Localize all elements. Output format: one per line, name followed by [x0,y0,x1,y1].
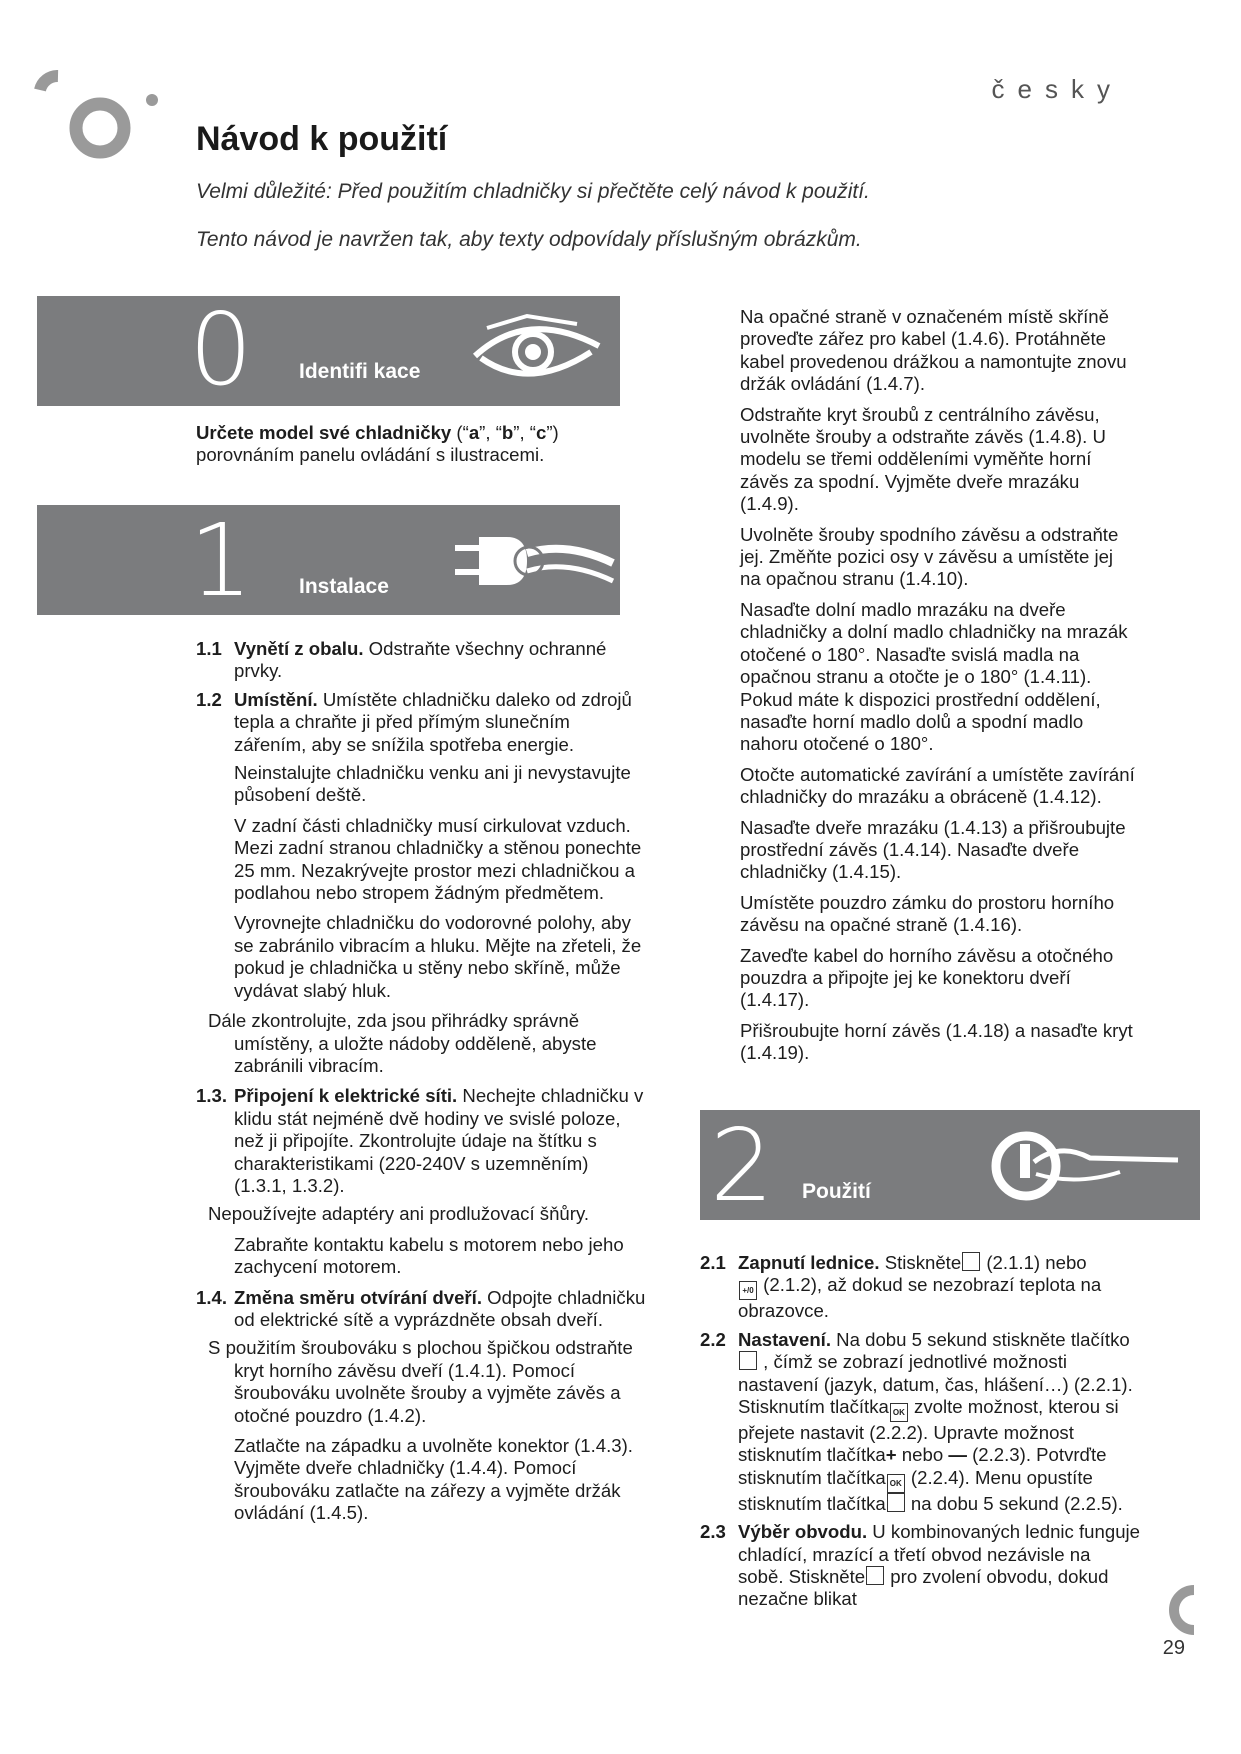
page-number: 29 [1162,1637,1185,1659]
language-label: česky [991,74,1123,104]
menu-button-icon [887,1493,905,1512]
paragraph: Dále zkontrolujte, zda jsou přihrádky správně umístěny, a uložte nádoby odděleně, abyste zabránili vibracím. [208,1010,597,1076]
finger-button-icon [980,1124,1180,1208]
page-title: Návod k použití [196,120,448,158]
section-label: Identifi kace [299,360,421,383]
paragraph: Zaveďte kabel do horního závěsu a otočného pouzdra a připojte jej ke konektoru dveří (1.4.17). [740,944,1114,1011]
paragraph: Zatlačte na západku a uvolněte konektor (1.4.3). Vyjměte dveře chladničky (1.4.4). Pomocí šroubováku zatlačte na zářezy a vyjměte držák ovládání (1.4.5). [234,1435,633,1524]
decorative-ring-icon [1160,1580,1200,1640]
eye-icon [467,308,607,388]
minus-icon: — [948,1444,967,1466]
menu-button-icon [962,1252,980,1271]
paragraph: Nasaďte dolní madlo mrazáku na dveře chladničky a dolní madlo chladničky na mrazák otočené o 180°. Nasaďte svislá madla na opačnou stranu a otočte je o 180° (1.4.11). Pokud máte k dispozici prostřední oddělení, nasaďte horní madlo dolů a spodní madlo nahoru otočené o 180°. [740,598,1128,755]
installation-column [196,638,646,1533]
menu-button-icon [866,1566,884,1585]
paragraph: Zabraňte kontaktu kabelu s motorem nebo jeho zachycení motorem. [234,1233,624,1278]
list-item: 2.2 Nastavení. Na dobu 5 sekund stiskněte tlačítko , čímž se zobrazí jednotlivé možnosti nastavení (jazyk, datum, čas, hlášení…) (2.2.1). Stisknutím tlačítka OK zvolte možnost, kterou si přejete nastavit (2.2.2). Upravte možnost stisknutím tlačítka+ nebo — (2.2.3). Potvrďte stisknutím tlačítka OK (2.2.4). Menu opustíte stisknutím tlačítka na dobu 5 sekund (2.2.5). [700,1328,1133,1514]
section-number: 0 [189,291,253,408]
paragraph: Uvolněte šrouby spodního závěsu a odstraňte jej. Změňte pozici osy v závěsu a umístěte jej na opačnou stranu (1.4.10). [740,523,1119,590]
paragraph: Na opačné straně v označeném místě skříně proveďte zářez pro kabel (1.4.6). Protáhněte kabel provedenou drážkou a namontujte znovu držák ovládání (1.4.7). [740,306,1127,395]
paragraph: Otočte automatické zavírání a umístěte zavírání chladničky do mrazáku a obráceně (1.4.12). [740,763,1135,808]
intro-note: Tento návod je navržen tak, aby texty odpovídaly příslušným obrázkům. [196,228,862,251]
section-label: Použití [802,1180,871,1203]
list-item: 2.1 Zapnutí lednice. Stiskněte (2.1.1) nebo +/0 (2.1.2), až dokud se nezobrazí teplota na obrazovce. [700,1252,1102,1322]
door-reversal-column [740,306,1135,1073]
list-item: 2.3 Výběr obvodu. U kombinovaných lednic funguje chladící, mrazící a třetí obvod nezávisle na sobě. Stiskněte pro zvolení obvodu, dokud nezačne blikat [700,1521,1141,1610]
ok-button-icon: OK [890,1403,908,1422]
use-column [700,1252,1140,1617]
brand-logo [30,70,170,180]
identify-rest: porovnáním panelu ovládání s ilustracemi. [196,444,545,466]
menu-button-icon [739,1351,757,1370]
paragraph: V zadní části chladničky musí cirkulovat vzduch. Mezi zadní stranou chladničky a stěnou ponechte 25 mm. Nezakrývejte prostor mezi chladničkou a podlahou nebo stropem žádným předmětem. [234,814,642,904]
section-band-identification [37,291,620,408]
eco-button-icon: +/0 [739,1281,757,1300]
section-label: Instalace [299,575,389,598]
list-item: 1.2 Umístění. Umístěte chladničku daleko od zdrojů tepla a chraňte ji před přímým slunečním zářením, aby se snížila spotřeba energie. [196,688,632,755]
section-number: 2 [710,1107,774,1224]
identify-bold: Určete model své chladničky [196,422,452,443]
paragraph: S použitím šroubováku s plochou špičkou odstraňte kryt horního závěsu dveří (1.4.1). Pomocí šroubováku uvolněte šrouby a vyjměte závěs a otočné pouzdro (1.4.2). [208,1337,633,1426]
list-item: 1.3. Připojení k elektrické síti. Nechejte chladničku v klidu stát nejméně dvě hodiny ve svislé poloze, než ji připojíte. Zkontrolujte údaje na štítku s charakteristikami (220-240V s uzemněním) (1.3.1, 1.3.2). [196,1085,644,1196]
plug-icon [447,523,617,603]
identify-text: Určete model své chladničky (“a”, “b”, “c”) porovnáním panelu ovládání s ilustracemi. [196,422,559,466]
list-item: 1.4. Změna směru otvírání dveří. Odpojte chladničku od elektrické sítě a vyprázdněte obsah dveří. [196,1286,646,1330]
paragraph: Odstraňte kryt šroubů z centrálního závěsu, uvolněte šrouby a odstraňte závěs (1.4.8). U modelu se třemi odděleními vyměňte horní závěs za spodní. Vyjměte dveře mrazáku (1.4.9). [740,403,1106,515]
section-band-use [700,1107,1200,1224]
ok-button-icon: OK [887,1474,905,1493]
paragraph: Umístěte pouzdro zámku do prostoru horního závěsu na opačné straně (1.4.16). [740,891,1115,936]
paragraph: Přišroubujte horní závěs (1.4.18) a nasaďte kryt (1.4.19). [740,1019,1133,1064]
section-number: 1 [189,502,253,619]
paragraph: Nepoužívejte adaptéry ani prodlužovací šňůry. [208,1203,590,1225]
list-item: 1.1 Vynětí z obalu. Odstraňte všechny ochranné prvky. [196,638,607,682]
plus-icon: + [885,1444,897,1466]
paragraph: Vyrovnejte chladničku do vodorovné polohy, aby se zabránilo vibracím a hluku. Mějte na zřeteli, že pokud je chladnička u stěny nebo skříně, může vydávat slabý hluk. [234,912,642,1001]
section-band-installation [37,502,620,619]
intro-warning: Velmi důležité: Před použitím chladničky si přečtěte celý návod k použití. [196,180,870,203]
paragraph: Neinstalujte chladničku venku ani ji nevystavujte působení deště. [234,762,631,806]
paragraph: Nasaďte dveře mrazáku (1.4.13) a přišroubujte prostřední závěs (1.4.14). Nasaďte dveře chladničky (1.4.15). [740,816,1126,883]
